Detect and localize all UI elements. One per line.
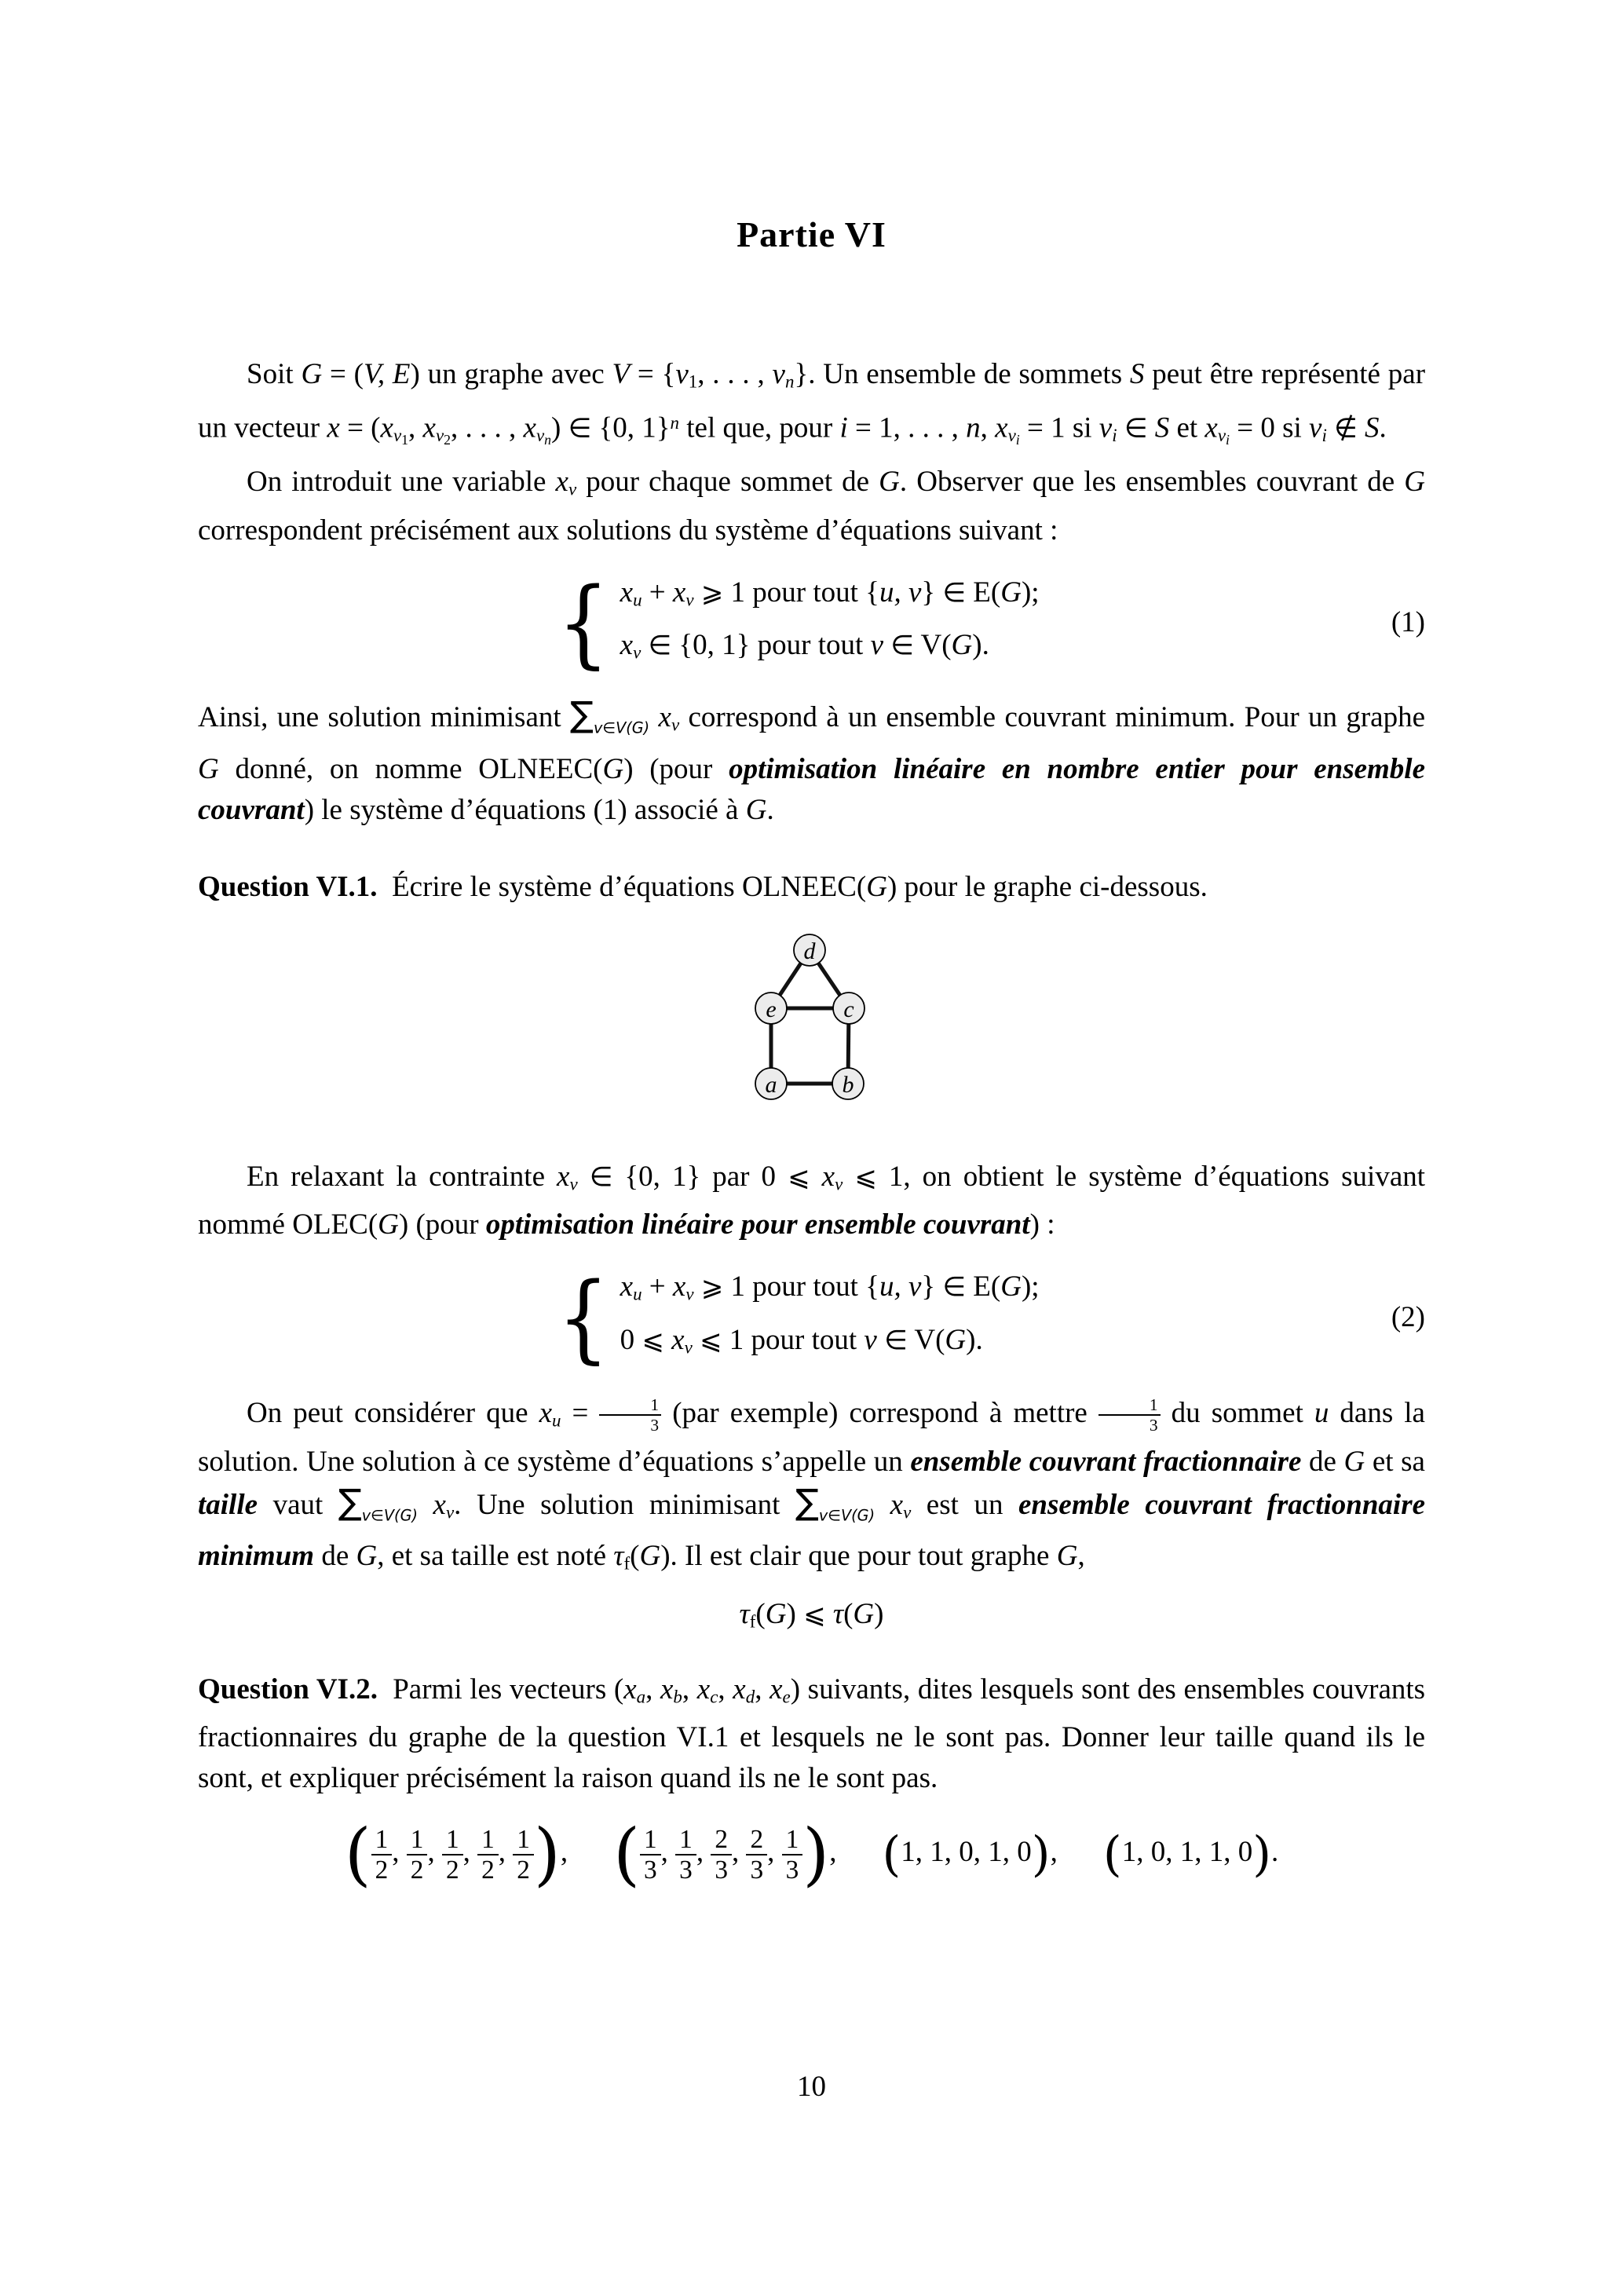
section-title: Partie VI	[737, 214, 886, 254]
equation-1-line-1: xu + xv ⩾ 1 pour tout {u, v} ∈ E(G);	[620, 576, 1040, 610]
graph-figure-container	[198, 925, 1425, 1110]
tau-inequality: τf(G) ⩽ τ(G)	[739, 1598, 884, 1632]
text-column	[198, 0, 1425, 1893]
equation-1-line-2: xv ∈ {0, 1} pour tout v ∈ V(G).	[620, 629, 989, 664]
equation-system-2	[198, 1262, 1425, 1374]
equation-2-line-2: 0 ⩽ xv ⩽ 1 pour tout v ∈ V(G).	[620, 1324, 983, 1358]
equation-1-tag: (1)	[1391, 606, 1425, 639]
equation-2-tag: (2)	[1391, 1301, 1425, 1334]
graph-figure	[743, 925, 880, 1110]
graph-node-label-e: e	[766, 996, 777, 1022]
left-brace: {	[557, 1262, 609, 1374]
question-vi2: Question VI.2. Parmi les vecteurs (xa, xb, xc, xd, xe) suivants, dites lesquels sont des ensembles couvrants fractionnaires du graphe de la question VI.1 et lesquels ne le sont pas. Donner leur taille quand ils le sont, et expliquer précisément la raison quand ils ne le sont pas.	[198, 1673, 1426, 1795]
equation-1-lines	[620, 570, 1040, 676]
page-number: 10	[797, 2071, 826, 2103]
intro-paragraph-2: On introduit une variable xv pour chaque sommet de G. Observer que les ensembles couvrant de G correspondent précisément aux solutions du système d’équations suivant :	[198, 465, 1426, 547]
left-brace: {	[557, 567, 609, 679]
vectors-row: ( $\frac{1}{2}$ , $\frac{1}{2}$ , $\frac{1}{2}$ , $\frac{1}{2}$ , $\frac{1}{2}$ ), ( $\frac{1}{3}$ , $\frac{1}{3}$ , $\frac{2}{3}$ , $\frac{2}{3}$ , $\frac{1}{3}$ ), (1, 1, 0, 1, 0), (1, 0, 1, 1, 0).	[344, 1814, 1279, 1895]
equation-system-1	[198, 567, 1425, 679]
graph-node-label-c: c	[843, 996, 854, 1022]
olneec-paragraph: Ainsi, une solution minimisant $\sum_{v\in V(G)}$ xv correspond à un ensemble couvrant minimum. Pour un graphe G donné, on nomme OLNEEC(G) (pour optimisation linéaire en nombre entier pour ensemble couvrant) le système d’équations (1) associé à G.	[198, 695, 1426, 826]
intro-paragraph-1: Soit G = (V, E) un graphe avec V = {v1, . . . , vn}. Un ensemble de sommets S peut être représenté par un vecteur $x = (xv_1$, $xv_2$, . . . , $xv_n$) ∈ {0, 1}$^n$ tel que, pour i = 1, . . . , n, $xv_i = 1$ si vi ∈ S et $xv_i = 0$ si vi ∉ S.	[198, 358, 1426, 448]
graph-node-label-d: d	[803, 938, 816, 964]
equation-2-lines	[620, 1264, 1040, 1370]
question-vi1: Question VI.1. Écrire le système d’équations OLNEEC(G) pour le graphe ci-dessous.	[198, 870, 1208, 903]
equation-2-line-1: xu + xv ⩾ 1 pour tout {u, v} ∈ E(G);	[620, 1270, 1040, 1305]
relaxation-paragraph: En relaxant la contrainte xv ∈ {0, 1} par 0 ⩽ xv ⩽ 1, on obtient le système d’équations suivant nommé OLEC(G) (pour optimisation linéaire pour ensemble couvrant) :	[198, 1160, 1426, 1241]
graph-node-label-a: a	[765, 1071, 777, 1098]
graph-node-label-b: b	[842, 1071, 854, 1098]
fractional-cover-paragraph: On peut considérer que xu = $\frac{1}{3}$ (par exemple) correspond à mettre $\frac{1}{3}$ du sommet u dans la solution. Une solution à ce système d’équations s’appelle un ensemble couvrant fractionnaire de G et sa taille vaut $\sum_{v\in V(G)}$ xv. Une solution minimisant $\sum_{v\in V(G)}$ xv est un ensemble couvrant fractionnaire minimum de G, et sa taille est noté τf(G). Il est clair que pour tout graphe G,	[198, 1395, 1426, 1574]
